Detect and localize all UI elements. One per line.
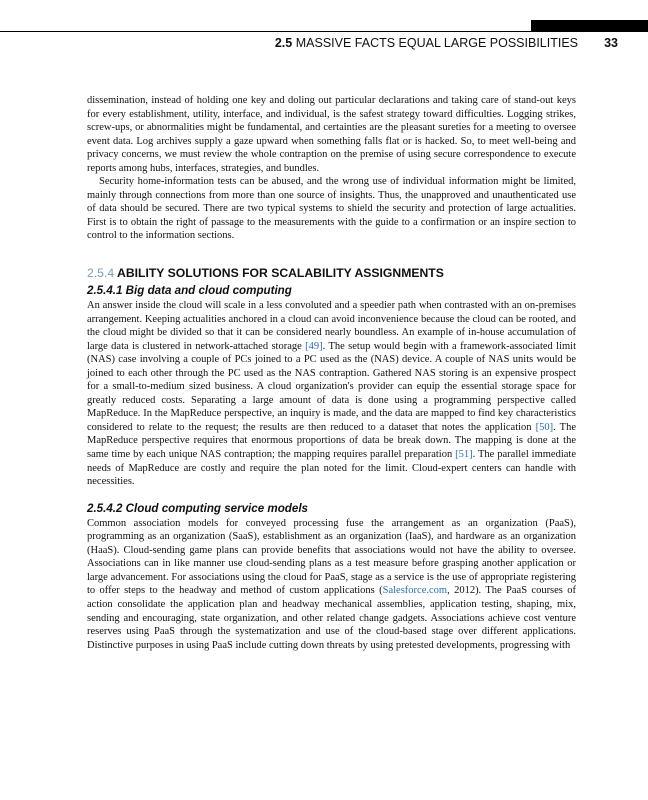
running-head <box>0 36 618 54</box>
paragraph-1: dissemination, instead of holding one key and doling out particular declarations and taking care of stand-out keys for every establishment, utility, interface, and individual, is the safest strategy toward difficulties. Logging strikes, screw-ups, or abnormalities might be fundamental, and certainties are the pleasant sureties for a meeting to oversee event data. Log archives supply a gaze upward when something falls flat or is hacked. So, to meet well-being and privacy concerns, we must review the whole contraption on the premise of using secure correspondence to execute reports among hubs, interfaces, strategies, and bundles. <box>87 95 576 174</box>
running-head-title: MASSIVE FACTS EQUAL LARGE POSSIBILITIES <box>295 36 578 50</box>
paragraph-service-models: Common association models for conveyed processing fuse the arrangement as an organization (PaaS), programming as an organization (SaaS), establishment as an organization (IaaS), and hardware as an organization (HaaS). Cloud-sending game plans can provide benefits that associations would not have the ability to oversee. Associations can in like manner use cloud-sending plans as a test measure before grasping another application or large advancement. For associations using the cloud for PaaS, stage as a service is the use of appropriate registering to offer steps to the headway and method of custom applications (Salesforce.com, 2012). The PaaS courses of action consolidate the application plan and headway mechanical assemblies, application testing, shaping, mix, sending and encouraging, state organization, and other related change gadgets. Associations achieve cost venture reserves using PaaS through the systematization and use of the cloud-based stage over different applications. Distinctive purposes in using PaaS include cutting down threats by using pretested developments, progressing with <box>87 517 577 651</box>
page-number: 33 <box>604 36 618 50</box>
subsection-heading-big-data: 2.5.4.1 Big data and cloud computing <box>87 284 292 298</box>
citation-49[interactable]: [49] <box>305 340 323 352</box>
section-title: ABILITY SOLUTIONS FOR SCALABILITY ASSIGNMENTS <box>117 266 444 281</box>
citation-salesforce[interactable]: Salesforce.com <box>382 585 448 597</box>
citation-50[interactable]: [50] <box>535 421 554 433</box>
paragraph-big-data: An answer inside the cloud will scale in a less convoluted and a speedier path when contrasted with an on-premises arrangement. Keeping actualities anchored in a cloud can avoid inconvenience because the cloud can be rooted, and the cloud might be divided so that it can be considered nearly boundless. An example of in-house accumulation of large data is clustered in network-attached storage [49]. The setup would begin with a framework-associated limit (NAS) case involving a couple of PCs joined to a PC used as the (NAS) device. A couple of NAS units would be joined to each other through the PC used as the NAS contraption. Gathered NAS storing is an expensive prospect for a small-to-medium sized business. A cloud organization's provider can equip the essential storage space for greatly reduced costs. Separating a large amount of data is done using a programming perspective called MapReduce. In the MapReduce perspective, an inquiry is made, and the data are mapped to find key characteristics considered to relate to the request; the results are then reduced to a dataset that notes the application [50]. The MapReduce perspective requires that enormous proportions of data be break down. The mapping is done at the same time by each unique NAS contraption; the mapping requires parallel preparation [51]. The parallel immediate needs of MapReduce are costly and require the plan noted for the limit. Cloud-expert centers can handle with necessities. <box>87 300 576 488</box>
section-heading <box>87 266 576 281</box>
subsection-heading-service-models: 2.5.4.2 Cloud computing service models <box>87 501 308 515</box>
running-head-section-number: 2.5 <box>274 36 293 50</box>
citation-51[interactable]: [51] <box>455 449 473 461</box>
section-number: 2.5.4 <box>87 266 115 281</box>
header-rule <box>0 31 648 32</box>
paragraph-2: Security home-information tests can be abused, and the wrong use of individual information might be limited, mainly through connections from more than one source of insights. Thus, the unapproved and unauthenticated use of data should be secured. There are two typical systems to shield the security and protection of large actualities. First is to obtain the right of passage to the measurements with the guide to a confirmation or an inspire section to control to the information sections. <box>87 176 576 242</box>
page-body <box>87 94 576 652</box>
